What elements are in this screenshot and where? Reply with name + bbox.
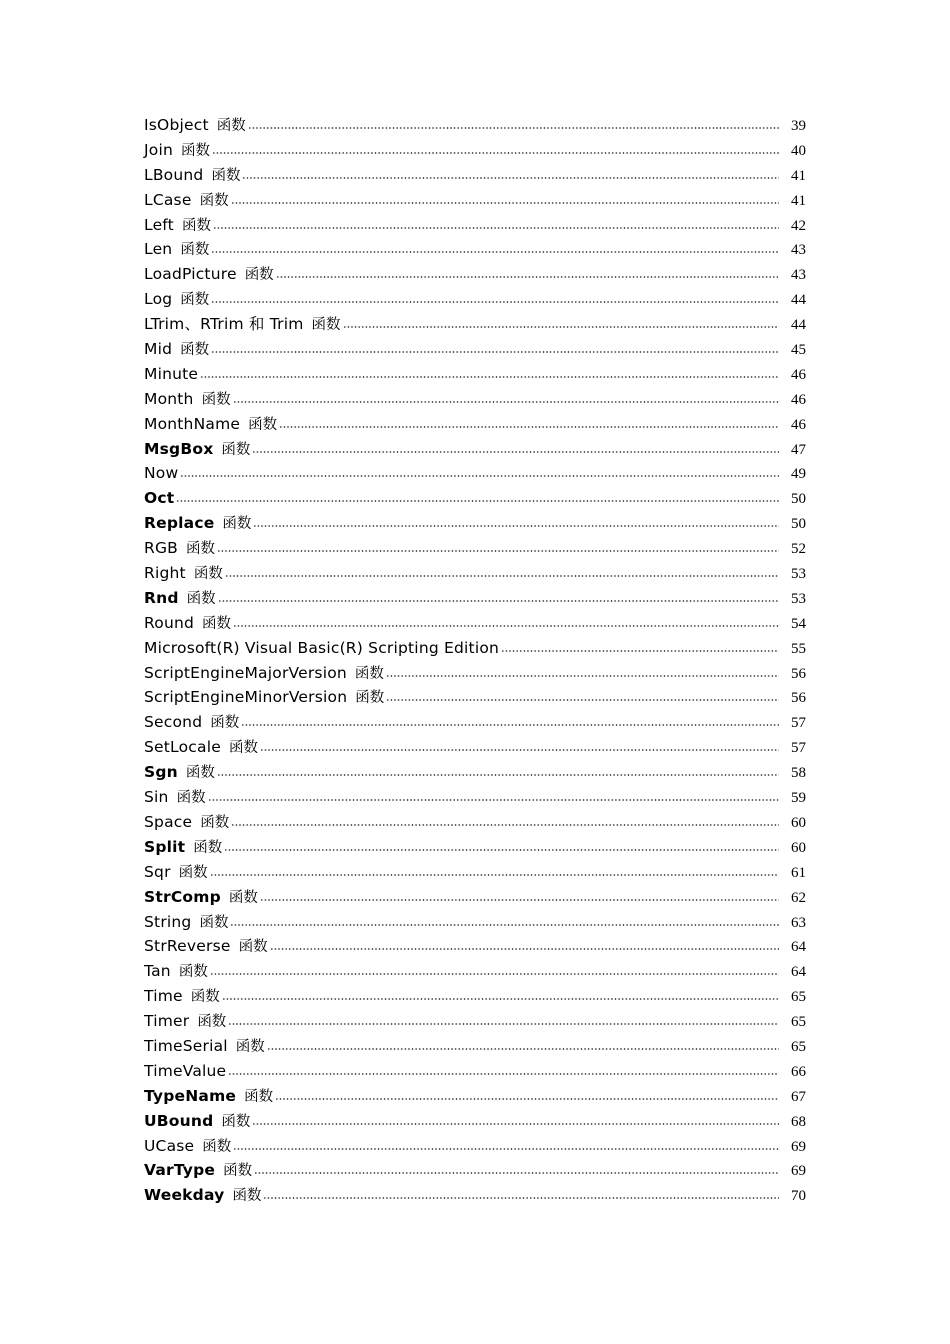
toc-entry[interactable] xyxy=(144,860,806,885)
toc-entry-title: Microsoft(R) Visual Basic(R) Scripting Edition xyxy=(144,638,500,657)
toc-page-number: 43 xyxy=(791,267,806,284)
toc-entry[interactable] xyxy=(144,138,806,163)
toc-page-number: 53 xyxy=(791,566,806,583)
toc-entry[interactable] xyxy=(144,1183,806,1208)
toc-dot-leader xyxy=(211,251,779,253)
toc-entry-suffix: 函数 xyxy=(221,1113,251,1130)
toc-entry[interactable] xyxy=(144,287,806,312)
toc-entry[interactable] xyxy=(144,685,806,710)
toc-entry-title: VarType xyxy=(144,1161,216,1180)
toc-entry-title: Now xyxy=(144,464,179,483)
toc-entry-suffix: 函数 xyxy=(244,1088,274,1105)
toc-page-number: 57 xyxy=(791,715,806,732)
toc-page-number: 69 xyxy=(791,1163,806,1180)
toc-entry-suffix: 函数 xyxy=(354,665,384,682)
toc-entry-title: UBound xyxy=(144,1111,214,1130)
toc-entry-title: Rnd xyxy=(144,588,179,607)
toc-entry[interactable] xyxy=(144,611,806,636)
toc-page-number: 46 xyxy=(791,391,806,408)
toc-dot-leader xyxy=(254,1172,779,1174)
toc-page-number: 41 xyxy=(791,167,806,184)
toc-entry[interactable] xyxy=(144,1034,806,1059)
toc-entry-suffix: 函数 xyxy=(176,790,206,807)
toc-dot-leader xyxy=(217,774,779,776)
toc-entry[interactable] xyxy=(144,810,806,835)
toc-dot-leader xyxy=(231,202,779,204)
toc-page-number: 54 xyxy=(791,615,806,632)
toc-entry-suffix: 函数 xyxy=(193,839,223,856)
toc-page-number: 39 xyxy=(791,118,806,134)
toc-entry[interactable] xyxy=(144,412,806,437)
toc-dot-leader xyxy=(210,874,779,876)
toc-entry-suffix: 函数 xyxy=(244,267,274,284)
table-of-contents xyxy=(144,113,806,1208)
toc-dot-leader xyxy=(211,351,779,353)
toc-page-number: 64 xyxy=(791,939,806,956)
toc-entry[interactable] xyxy=(144,760,806,785)
toc-entry-title: Left xyxy=(144,215,174,234)
toc-page-number: 50 xyxy=(791,491,806,508)
toc-page-number: 69 xyxy=(791,1138,806,1155)
toc-dot-leader xyxy=(260,899,779,901)
toc-entry-suffix: 函数 xyxy=(235,1038,265,1055)
toc-dot-leader xyxy=(233,401,779,403)
toc-entry-suffix: 函数 xyxy=(193,566,223,583)
toc-page-number: 56 xyxy=(791,665,806,682)
toc-page-number: 43 xyxy=(791,242,806,259)
toc-entry-suffix: 函数 xyxy=(200,814,230,831)
toc-entry[interactable] xyxy=(144,561,806,586)
toc-page-number: 60 xyxy=(791,814,806,831)
toc-entry-title: IsObject xyxy=(144,116,209,134)
toc-entry-suffix: 函数 xyxy=(180,292,210,309)
toc-entry[interactable] xyxy=(144,1059,806,1084)
toc-page-number: 44 xyxy=(791,292,806,309)
toc-entry-title: Oct xyxy=(144,489,175,508)
toc-entry-title: String xyxy=(144,912,192,931)
toc-page-number: 70 xyxy=(791,1188,806,1205)
toc-entry-suffix: 函数 xyxy=(355,690,385,707)
toc-entry-title: StrComp xyxy=(144,887,221,906)
toc-entry-suffix: 函数 xyxy=(181,217,211,234)
toc-entry-title: Tan xyxy=(144,962,171,981)
toc-entry-suffix: 函数 xyxy=(211,167,241,184)
toc-page-number: 56 xyxy=(791,690,806,707)
toc-dot-leader xyxy=(213,227,779,229)
toc-entry-title: Mid xyxy=(144,340,173,359)
toc-entry-title: Right xyxy=(144,564,186,583)
toc-entry[interactable] xyxy=(144,785,806,810)
toc-page-number: 67 xyxy=(791,1088,806,1105)
toc-entry-title: Round xyxy=(144,613,195,632)
toc-dot-leader xyxy=(276,276,779,278)
toc-entry-suffix: 函数 xyxy=(248,416,278,433)
toc-entry-suffix: 函数 xyxy=(228,740,258,757)
toc-entry-title: Second xyxy=(144,713,203,732)
toc-page-number: 65 xyxy=(791,1014,806,1031)
toc-entry-suffix: 函数 xyxy=(201,391,231,408)
toc-entry[interactable] xyxy=(144,437,806,462)
toc-dot-leader xyxy=(180,475,779,477)
toc-dot-leader xyxy=(248,127,779,129)
toc-dot-leader xyxy=(218,600,779,602)
toc-entry[interactable] xyxy=(144,735,806,760)
toc-entry-suffix: 函数 xyxy=(221,441,251,458)
toc-entry-suffix: 函数 xyxy=(232,1188,262,1205)
toc-entry-suffix: 函数 xyxy=(186,590,216,607)
toc-entry[interactable] xyxy=(144,1158,806,1183)
toc-entry-suffix: 函数 xyxy=(185,765,215,782)
toc-entry[interactable] xyxy=(144,387,806,412)
toc-dot-leader xyxy=(211,301,779,303)
toc-page-number: 59 xyxy=(791,790,806,807)
toc-entry-suffix: 函数 xyxy=(311,317,341,334)
toc-entry-title: Space xyxy=(144,812,193,831)
toc-page-number: 66 xyxy=(791,1063,806,1080)
toc-entry-title: SetLocale xyxy=(144,738,221,757)
toc-page-number: 58 xyxy=(791,765,806,782)
toc-entry-title: ScriptEngineMinorVersion xyxy=(144,688,348,707)
toc-page-number: 64 xyxy=(791,964,806,981)
toc-dot-leader xyxy=(228,1073,779,1075)
toc-page-number: 63 xyxy=(791,914,806,931)
toc-entry-suffix: 函数 xyxy=(210,715,240,732)
toc-entry[interactable] xyxy=(144,113,806,138)
toc-dot-leader xyxy=(228,1023,779,1025)
toc-entry-suffix: 函数 xyxy=(178,864,208,881)
toc-entry[interactable] xyxy=(144,163,806,188)
toc-entry-title: Split xyxy=(144,837,186,856)
toc-entry-suffix: 函数 xyxy=(216,118,246,134)
toc-dot-leader xyxy=(275,1098,779,1100)
toc-dot-leader xyxy=(252,1123,779,1125)
toc-page-number: 52 xyxy=(791,541,806,558)
toc-dot-leader xyxy=(225,575,779,577)
toc-page-number: 44 xyxy=(791,317,806,334)
toc-entry-title: MonthName xyxy=(144,414,241,433)
toc-page-number: 53 xyxy=(791,590,806,607)
toc-dot-leader xyxy=(260,749,779,751)
toc-dot-leader xyxy=(263,1197,779,1199)
toc-entry-title: Replace xyxy=(144,514,215,533)
toc-entry-title: RGB xyxy=(144,539,179,558)
toc-page-number: 57 xyxy=(791,740,806,757)
toc-entry-suffix: 函数 xyxy=(202,615,232,632)
toc-entry-title: StrReverse xyxy=(144,937,231,956)
toc-entry[interactable] xyxy=(144,910,806,935)
toc-entry-title: Minute xyxy=(144,364,199,383)
toc-page-number: 46 xyxy=(791,366,806,383)
toc-entry-title: Log xyxy=(144,290,173,309)
toc-entry-title: TypeName xyxy=(144,1086,237,1105)
toc-dot-leader xyxy=(253,525,779,527)
toc-entry[interactable] xyxy=(144,1009,806,1034)
toc-entry-title: LBound xyxy=(144,165,204,184)
toc-page-number: 42 xyxy=(791,217,806,234)
toc-page-number: 47 xyxy=(791,441,806,458)
toc-entry-title: Timer xyxy=(144,1012,190,1031)
toc-entry-suffix: 函数 xyxy=(199,914,229,931)
toc-page-number: 61 xyxy=(791,864,806,881)
toc-dot-leader xyxy=(270,948,779,950)
toc-dot-leader xyxy=(252,451,779,453)
toc-page-number: 62 xyxy=(791,889,806,906)
toc-entry-suffix: 函数 xyxy=(180,342,210,359)
toc-entry[interactable] xyxy=(144,188,806,213)
toc-entry-title: LoadPicture xyxy=(144,265,237,284)
toc-entry-title: Sin xyxy=(144,788,169,807)
toc-entry[interactable] xyxy=(144,1084,806,1109)
toc-dot-leader xyxy=(208,799,779,801)
toc-entry-suffix: 函数 xyxy=(199,192,229,209)
toc-entry-suffix: 函数 xyxy=(238,939,268,956)
toc-entry-suffix: 函数 xyxy=(202,1138,232,1155)
toc-page-number: 68 xyxy=(791,1113,806,1130)
toc-entry-title: Sqr xyxy=(144,862,171,881)
toc-entry[interactable] xyxy=(144,934,806,959)
toc-entry[interactable] xyxy=(144,885,806,910)
toc-dot-leader xyxy=(267,1048,779,1050)
toc-entry-title: LCase xyxy=(144,190,192,209)
toc-dot-leader xyxy=(217,550,779,552)
toc-entry[interactable] xyxy=(144,262,806,287)
toc-dot-leader xyxy=(231,824,779,826)
toc-entry[interactable] xyxy=(144,1109,806,1134)
toc-entry[interactable] xyxy=(144,486,806,511)
toc-entry-suffix: 函数 xyxy=(223,1163,253,1180)
toc-dot-leader xyxy=(210,973,779,975)
toc-dot-leader xyxy=(233,1148,779,1150)
toc-entry[interactable] xyxy=(144,461,806,486)
toc-entry-title: Month xyxy=(144,389,194,408)
toc-entry[interactable] xyxy=(144,213,806,238)
toc-entry[interactable] xyxy=(144,362,806,387)
toc-entry-title: Weekday xyxy=(144,1186,225,1205)
toc-entry-suffix: 函数 xyxy=(186,541,216,558)
toc-page-number: 41 xyxy=(791,192,806,209)
toc-page-number: 55 xyxy=(791,640,806,657)
toc-entry-title: ScriptEngineMajorVersion xyxy=(144,663,347,682)
toc-entry-title: TimeValue xyxy=(144,1061,227,1080)
toc-entry[interactable] xyxy=(144,511,806,536)
toc-entry[interactable] xyxy=(144,536,806,561)
toc-dot-leader xyxy=(224,849,779,851)
toc-entry-title: Time xyxy=(144,987,183,1006)
toc-entry[interactable] xyxy=(144,710,806,735)
toc-dot-leader xyxy=(222,998,779,1000)
toc-page-number: 46 xyxy=(791,416,806,433)
toc-entry[interactable] xyxy=(144,636,806,661)
toc-entry[interactable] xyxy=(144,237,806,262)
toc-entry-suffix: 函数 xyxy=(181,142,210,159)
toc-entry[interactable] xyxy=(144,586,806,611)
toc-dot-leader xyxy=(386,675,779,677)
toc-page-number: 65 xyxy=(791,1038,806,1055)
toc-dot-leader xyxy=(233,625,779,627)
toc-entry-title: Join xyxy=(144,140,173,159)
toc-entry-title: UCase xyxy=(144,1136,195,1155)
toc-entry-suffix: 函数 xyxy=(222,516,252,533)
toc-dot-leader xyxy=(242,177,779,179)
toc-entry[interactable] xyxy=(144,312,806,337)
toc-dot-leader xyxy=(230,924,779,926)
toc-entry-suffix: 函数 xyxy=(228,889,258,906)
toc-dot-leader xyxy=(343,326,779,328)
toc-entry-title: LTrim、RTrim 和 Trim xyxy=(144,315,304,334)
toc-dot-leader xyxy=(279,426,779,428)
toc-dot-leader xyxy=(501,650,779,652)
toc-entry-title: Len xyxy=(144,240,173,259)
toc-entry-suffix: 函数 xyxy=(190,989,220,1006)
toc-entry[interactable] xyxy=(144,959,806,984)
toc-entry[interactable] xyxy=(144,984,806,1009)
toc-page-number: 49 xyxy=(791,466,806,483)
toc-page-number: 50 xyxy=(791,516,806,533)
toc-entry[interactable] xyxy=(144,337,806,362)
toc-entry[interactable] xyxy=(144,661,806,686)
toc-entry[interactable] xyxy=(144,835,806,860)
toc-entry-title: MsgBox xyxy=(144,439,214,458)
toc-page-number: 65 xyxy=(791,989,806,1006)
toc-dot-leader xyxy=(212,152,779,154)
toc-entry-title: TimeSerial xyxy=(144,1036,228,1055)
toc-entry-suffix: 函数 xyxy=(178,964,208,981)
toc-entry-suffix: 函数 xyxy=(180,242,210,259)
toc-page-number: 60 xyxy=(791,839,806,856)
toc-dot-leader xyxy=(241,724,779,726)
toc-entry-title: Sgn xyxy=(144,763,178,782)
toc-page-number: 45 xyxy=(791,342,806,359)
toc-page-number: 40 xyxy=(791,142,806,159)
toc-dot-leader xyxy=(386,699,779,701)
toc-entry[interactable] xyxy=(144,1134,806,1159)
toc-entry-suffix: 函数 xyxy=(197,1014,227,1031)
toc-dot-leader xyxy=(176,500,779,502)
toc-dot-leader xyxy=(200,376,779,378)
